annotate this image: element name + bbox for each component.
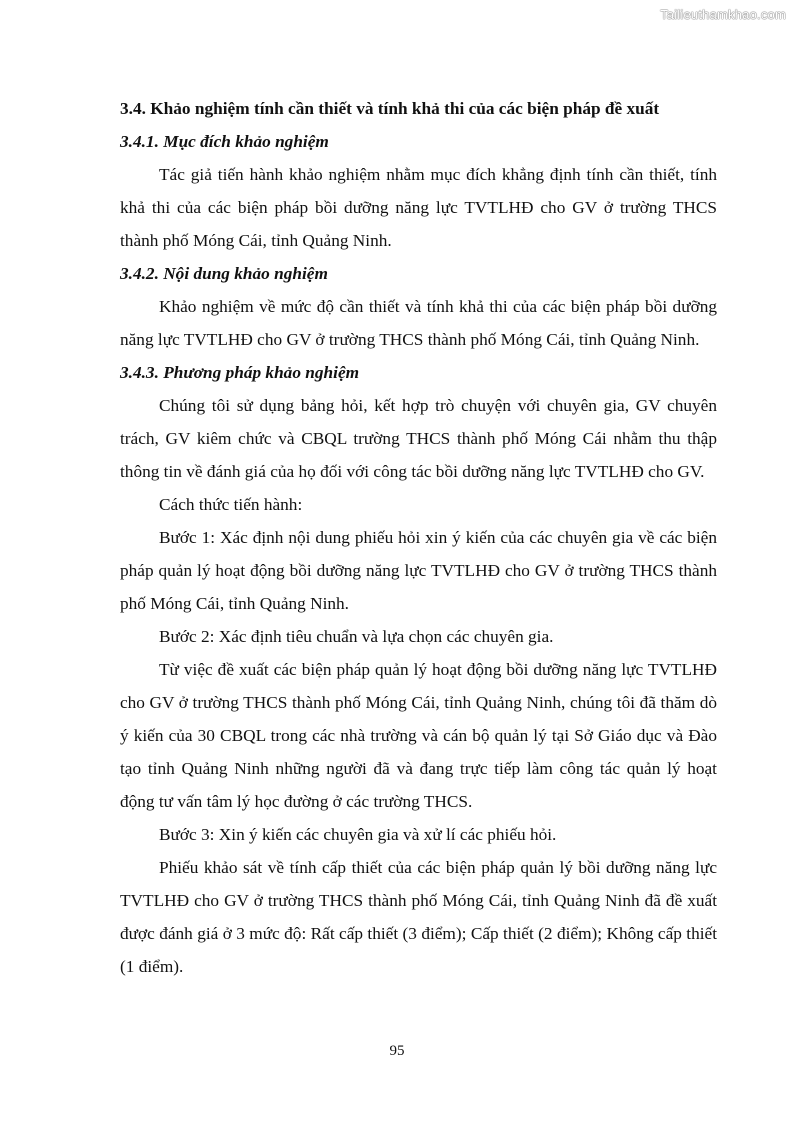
paragraph-method: Chúng tôi sử dụng bảng hỏi, kết hợp trò chuyện với chuyên gia, GV chuyên trách, GV kiêm chức và CBQL trường THCS thành phố Móng Cái nhằm thu thập thông tin về đánh giá của họ đối với công tác bồi dưỡng năng lực TVTLHĐ cho GV.	[120, 396, 717, 481]
paragraph-step-1: Bước 1: Xác định nội dung phiếu hỏi xin ý kiến của các chuyên gia về các biện pháp quản lý hoạt động bồi dưỡng năng lực TVTLHĐ cho GV ở trường THCS thành phố Móng Cái, tỉnh Quảng Ninh.	[120, 528, 717, 613]
paragraph-survey-levels: Phiếu khảo sát về tính cấp thiết của các biện pháp quản lý bồi dưỡng năng lực TVTLHĐ cho GV ở trường THCS thành phố Móng Cái, tỉnh Quảng Ninh đã đề xuất được đánh giá ở 3 mức độ: Rất cấp thiết (3 điểm); Cấp thiết (2 điểm); Không cấp thiết (1 điểm).	[120, 858, 717, 976]
section-heading-3-4: 3.4. Khảo nghiệm tính cần thiết và tính khả thi của các biện pháp đề xuất	[120, 99, 660, 118]
subsection-heading-3-4-1: 3.4.1. Mục đích khảo nghiệm	[120, 132, 329, 151]
paragraph-procedure-intro: Cách thức tiến hành:	[159, 495, 303, 514]
paragraph-content: Khảo nghiệm về mức độ cần thiết và tính khả thi của các biện pháp bồi dưỡng năng lực TVTLHĐ cho GV ở trường THCS thành phố Móng Cái, tỉnh Quảng Ninh.	[120, 297, 717, 349]
subsection-heading-3-4-3: 3.4.3. Phương pháp khảo nghiệm	[120, 363, 360, 382]
watermark-text: Tailieuthamkhao.com	[660, 7, 786, 22]
paragraph-step-2: Bước 2: Xác định tiêu chuẩn và lựa chọn các chuyên gia.	[159, 627, 554, 646]
paragraph-purpose: Tác giả tiến hành khảo nghiệm nhằm mục đích khẳng định tính cần thiết, tính khả thi của các biện pháp bồi dưỡng năng lực TVTLHĐ cho GV ở trường THCS thành phố Móng Cái, tỉnh Quảng Ninh.	[120, 165, 717, 250]
document-body	[120, 92, 717, 983]
page-number: 95	[389, 1043, 405, 1059]
paragraph-expert-selection: Từ việc đề xuất các biện pháp quản lý hoạt động bồi dưỡng năng lực TVTLHĐ cho GV ở trường THCS thành phố Móng Cái, tỉnh Quảng Ninh, chúng tôi đã thăm dò ý kiến của 30 CBQL trong các nhà trường và cán bộ quản lý tại Sở Giáo dục và Đào tạo tỉnh Quảng Ninh những người đã và đang trực tiếp làm công tác quản lý hoạt động tư vấn tâm lý học đường ở các trường THCS.	[120, 660, 717, 811]
subsection-heading-3-4-2: 3.4.2. Nội dung khảo nghiệm	[120, 264, 328, 283]
paragraph-step-3: Bước 3: Xin ý kiến các chuyên gia và xử lí các phiếu hỏi.	[159, 825, 557, 844]
